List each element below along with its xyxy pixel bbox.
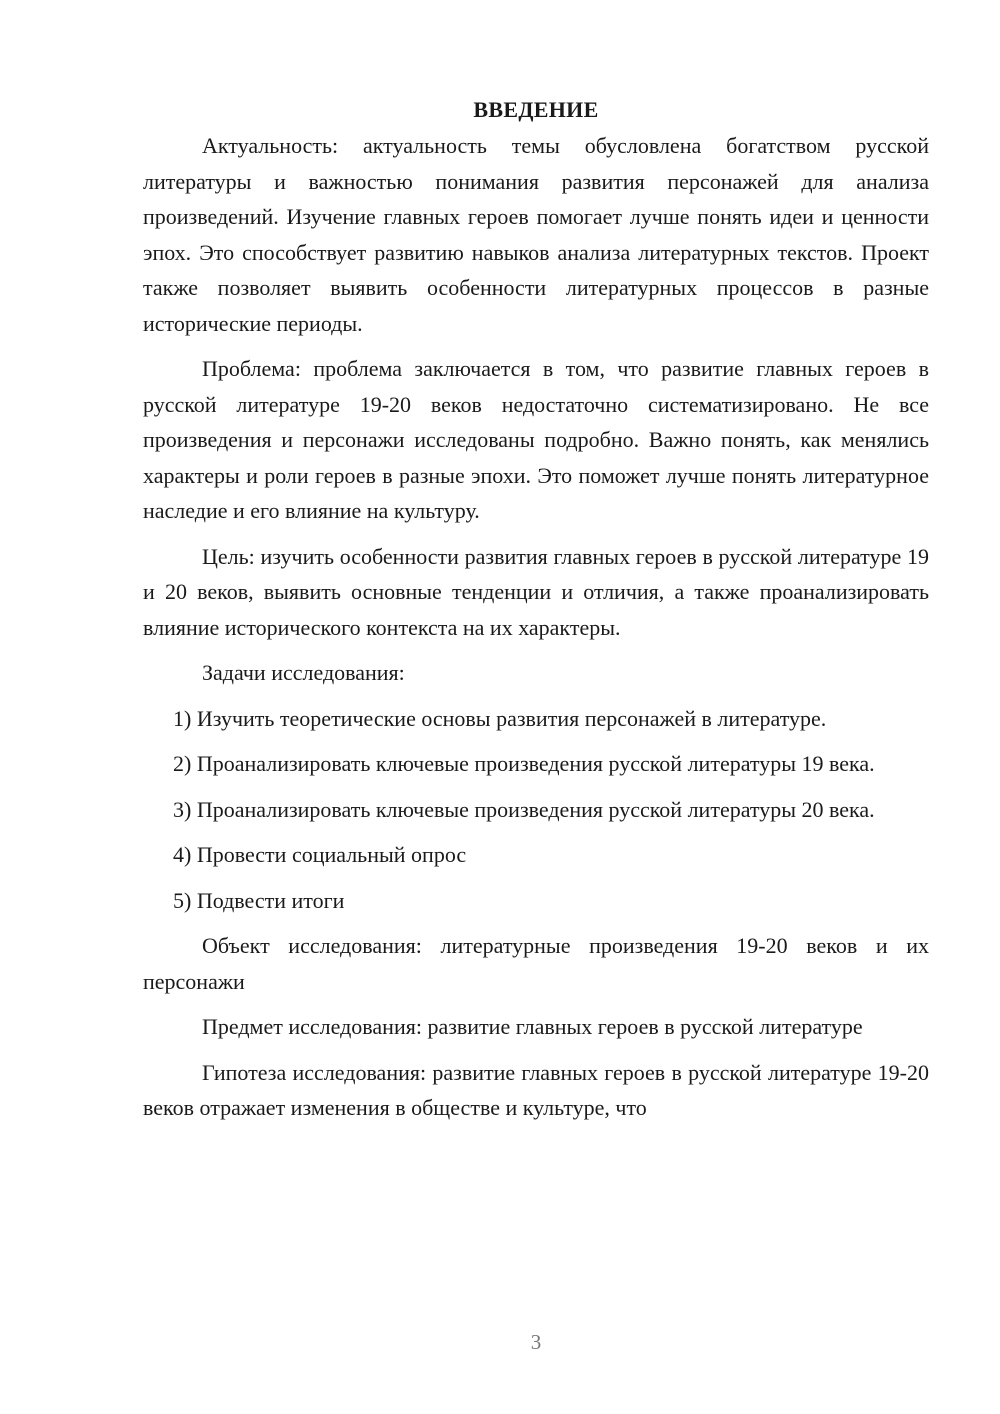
task-item-4: 4) Провести социальный опрос [173,842,467,867]
task-item-3: 3) Проанализировать ключевые произведения русской литературы 20 века. [173,796,875,822]
section-heading: ВВЕДЕНИЕ [473,97,599,122]
problem-paragraph: Проблема: проблема заключается в том, что развитие главных героев в русской литературе 19-20 веков недостаточно систематизировано. Не все произведения и персонажи исследованы подробно. Важно понять, как менялись характеры и роли героев в разные эпохи. Это поможет лучше понять литературное наследие и его влияние на культуру. [143,356,929,523]
page-number: 3 [530,1330,542,1354]
task-item-1: 1) Изучить теоретические основы развития персонажей в литературе. [173,705,827,731]
relevance-paragraph: Актуальность: актуальность темы обусловлена богатством русской литературы и важностью понимания развития персонажей для анализа произведений. Изучение главных героев помогает лучше понять идеи и ценности эпох. Это способствует развитию навыков анализа литературных текстов. Проект также позволяет выявить особенности литературных процессов в разные исторические периоды. [143,133,929,336]
tasks-title: Задачи исследования: [202,660,405,685]
object-paragraph: Объект исследования: литературные произведения 19-20 веков и их персонажи [143,933,929,994]
goal-paragraph: Цель: изучить особенности развития главных героев в русской литературе 19 и 20 веков, выявить основные тенденции и отличия, а также проанализировать влияние исторического контекста на их характеры. [143,543,929,640]
hypothesis-paragraph: Гипотеза исследования: развитие главных героев в русской литературе 19-20 веков отражает изменения в обществе и культуре, что [143,1059,929,1120]
task-item-5: 5) Подвести итоги [173,887,345,913]
task-item-2: 2) Проанализировать ключевые произведения русской литературы 19 века. [173,751,875,776]
subject-paragraph: Предмет исследования: развитие главных героев в русской литературе [202,1014,863,1039]
document-page [143,92,929,1136]
